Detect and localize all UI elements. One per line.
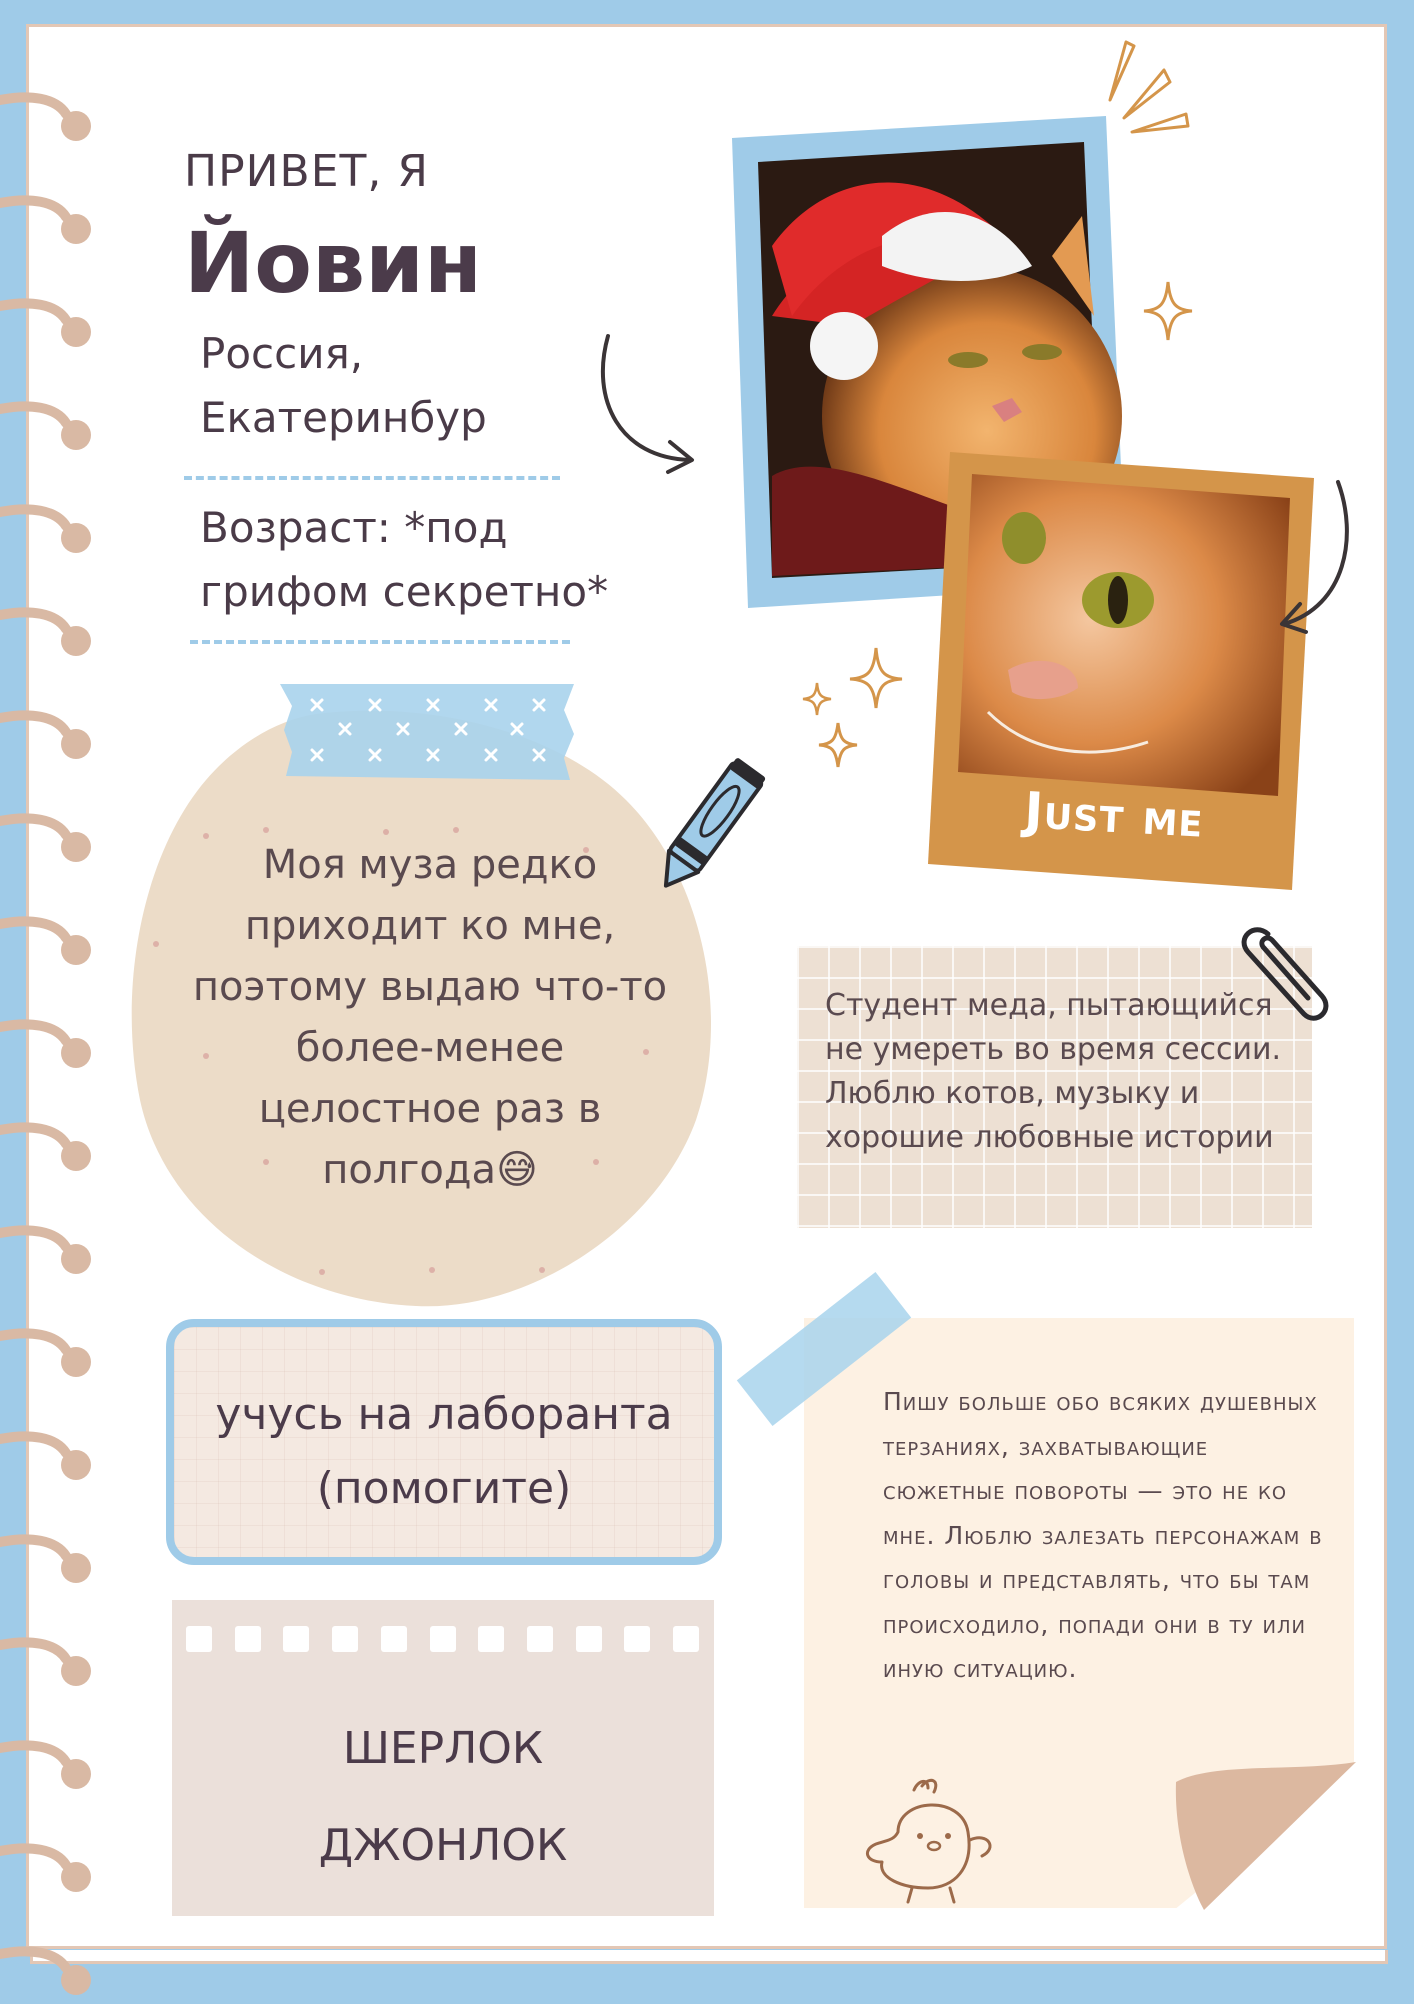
fandom-line-2: ДЖОНЛОК <box>318 1820 568 1871</box>
folded-corner <box>1174 1762 1356 1910</box>
notepad-hole <box>186 1626 212 1652</box>
lab-line-2: (помогите) <box>316 1463 572 1514</box>
spiral-ring-icon <box>0 1635 92 1695</box>
sparkle-icon <box>818 722 858 768</box>
photo-caption: Just me <box>1022 781 1206 849</box>
notepad-hole <box>430 1626 456 1652</box>
fandom-text <box>172 1700 714 1894</box>
arrow-icon <box>590 330 710 480</box>
spiral-ring-icon <box>0 1326 92 1386</box>
author-name: Йовин <box>184 214 483 312</box>
spiral-ring-icon <box>0 193 92 253</box>
spiral-ring-icon <box>0 90 92 150</box>
spiral-ring-icon <box>0 502 92 562</box>
chick-icon <box>858 1770 1008 1910</box>
divider-dashed <box>184 476 560 480</box>
spiral-ring-icon <box>0 1120 92 1180</box>
notepad-hole <box>624 1626 650 1652</box>
notepad-hole <box>283 1626 309 1652</box>
notepad-hole <box>527 1626 553 1652</box>
lab-text <box>166 1378 722 1526</box>
greeting: ПРИВЕТ, Я <box>184 146 429 197</box>
notepad-hole <box>673 1626 699 1652</box>
location: Россия, Екатеринбур <box>200 329 487 442</box>
age: Возраст: *под грифом секретно* <box>200 503 609 616</box>
notepad-hole <box>478 1626 504 1652</box>
washi-tape-icon <box>278 680 576 784</box>
notepad-hole <box>332 1626 358 1652</box>
sparkle-icon <box>848 646 904 710</box>
spiral-ring-icon <box>0 1429 92 1489</box>
student-note-text: Студент меда, пытающийся не умереть во время сессии. Люблю котов, музыку и хорошие любовные истории <box>825 988 1282 1155</box>
spiral-ring-icon <box>0 708 92 768</box>
burst-icon <box>1090 36 1200 146</box>
spiral-ring-icon <box>0 296 92 356</box>
spiral-ring-icon <box>0 811 92 871</box>
sparkle-icon <box>802 682 832 716</box>
sparkle-icon <box>1142 280 1194 342</box>
paperclip-icon <box>1238 918 1334 1028</box>
spiral-ring-icon <box>0 605 92 665</box>
crayon-icon <box>648 746 772 904</box>
notebook-page-edge <box>30 1950 1388 1964</box>
spiral-ring-icon <box>0 914 92 974</box>
spiral-ring-icon <box>0 1944 92 2004</box>
notepad-hole <box>576 1626 602 1652</box>
writing-note-text: Пишу больше обо всяких душевных терзаниях, захватывающие сюжетные повороты — это не ко мне. Люблю залезать персонажам в головы и представлять, что бы там происходило, попади они в ту или иную ситуацию. <box>883 1387 1323 1683</box>
fandom-line-1: ШЕРЛОК <box>342 1723 544 1774</box>
spiral-ring-icon <box>0 1841 92 1901</box>
muse-text: Моя муза редко приходит ко мне, поэтому выдаю что-то более-менее целостное раз в полгода😅 <box>192 842 668 1193</box>
notepad-hole <box>235 1626 261 1652</box>
divider-dashed <box>190 640 570 644</box>
spiral-ring-icon <box>0 1532 92 1592</box>
notepad-hole <box>381 1626 407 1652</box>
spiral-ring-icon <box>0 1017 92 1077</box>
spiral-ring-icon <box>0 399 92 459</box>
spiral-ring-icon <box>0 1738 92 1798</box>
arrow-icon <box>1270 476 1360 636</box>
lab-line-1: учусь на лаборанта <box>215 1389 673 1440</box>
spiral-ring-icon <box>0 1223 92 1283</box>
